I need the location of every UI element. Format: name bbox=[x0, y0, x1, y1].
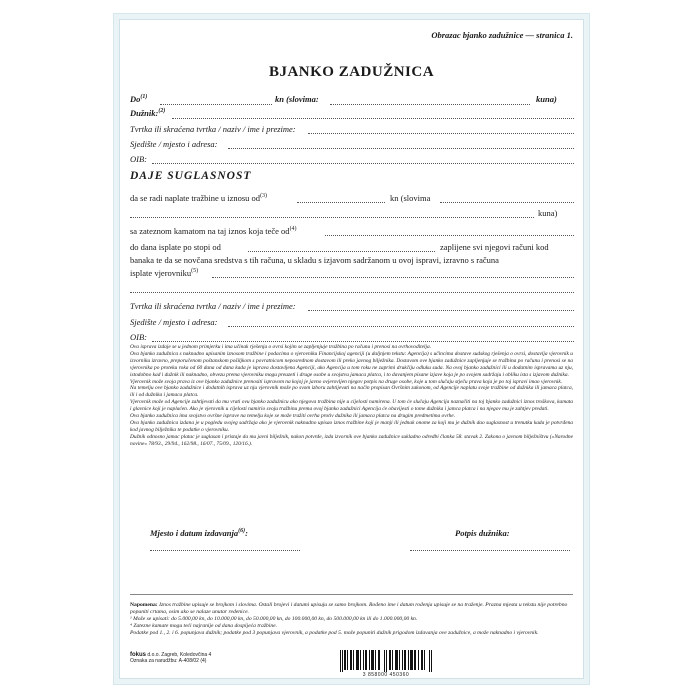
legal-paragraph: Ova bjanko zadužnica izdana je u pogledu svojeg sadržaja ako je vjerovnik naknadno upisao iznos tražbine koji je manji ili jednak onome za koji mu je dužnik dao suglasnost u trenutku kada je potvrđena kod javnog bilježnika te podatke o vjerovniku. bbox=[130, 419, 573, 433]
consent-kuna: kuna) bbox=[538, 208, 558, 218]
creditor-field-2[interactable] bbox=[130, 292, 574, 293]
creditor-oib-field[interactable] bbox=[152, 341, 574, 342]
claim-amount-words-field-2[interactable] bbox=[130, 217, 534, 218]
consent-heading: DAJE SUGLASNOST bbox=[130, 170, 252, 182]
oib-field[interactable] bbox=[152, 163, 574, 164]
footer bbox=[130, 652, 211, 664]
legal-paragraph: Na temelju ove bjanko zadužnice i dodatnih isprava uz nju vjerovnik može po svom izboru zahtijevati na način propisan Ovršnim zakonom, od Agencije naplatu svoje tražbine od dužnika ili jamaca platca, ili i od dužnika i jamaca platca. bbox=[130, 385, 573, 399]
sjediste-label: Sjedište / mjesto i adresa: bbox=[130, 139, 218, 149]
amount-field[interactable] bbox=[160, 104, 272, 105]
notes-line: Iznos tražbine upisuje se brojkom i slovima. Ostali brojevi i datumi upisuju se samo brojkom. Rođeno ime i datum rođenja upisuje se na traženje. Prazna mjesta u tekstu nije potrebno popuniti crtama, osim ako se nalaze unutar redenice. bbox=[130, 602, 568, 616]
signature-label: Potpis dužnika: bbox=[455, 528, 510, 538]
consent-line5: isplate vjerovniku$^{(5)}$ bbox=[130, 268, 199, 278]
claim-amount-field[interactable] bbox=[297, 202, 385, 203]
document-page bbox=[119, 19, 584, 679]
creditor-tvrtka-field[interactable] bbox=[308, 310, 574, 311]
consent-line3a: do dana isplate po stopi od bbox=[130, 242, 221, 252]
amount-words-field[interactable] bbox=[330, 104, 530, 105]
notes-heading: Napomena: bbox=[130, 602, 158, 608]
tvrtka-field[interactable] bbox=[308, 133, 574, 134]
creditor-sjediste-label: Sjedište / mjesto i adresa: bbox=[130, 317, 218, 327]
signature-field[interactable] bbox=[410, 550, 570, 551]
legal-text bbox=[130, 344, 573, 448]
brand-logo: fokus bbox=[130, 652, 147, 658]
consent-kn-slovima: kn (slovima bbox=[390, 193, 431, 203]
sjediste-field[interactable] bbox=[228, 148, 574, 149]
notes-line: ⁴ Zatezne kamate mogu teći najranije od dana dospijeća tražbine. bbox=[130, 623, 278, 630]
creditor-oib-label: OIB: bbox=[130, 332, 147, 342]
place-date-field[interactable] bbox=[150, 550, 300, 551]
barcode-icon bbox=[340, 650, 432, 672]
rate-field[interactable] bbox=[248, 251, 435, 252]
legal-paragraph: Dužnik odnosno jamac platac je suglasan i pristaje da mu javni bilježnik, nakon potvrde, izda izvornik ove bjanko zadužnice sukladno odredbi članka 58. stavak 2. Zakona o javnom bilježništvu (»Narodne novine« 78/93., 29/94., 162/98., 16/07., 75/09., 120/16.). bbox=[130, 433, 573, 447]
company-info: d.o.o. Zagreb, Koledovčina 4 bbox=[147, 652, 212, 658]
legal-paragraph: Ova bjanko zadužnica ima svojstvo ovršne isprave na temelju koje se može tražiti ovrha protiv dužnika ili jamaca platca na drugim predmetima ovrhe. bbox=[130, 413, 456, 420]
claim-amount-words-field-1[interactable] bbox=[440, 202, 574, 203]
barcode-number: 3 858000 450360 bbox=[362, 672, 410, 678]
place-date-label: Mjesto i datum izdavanja$^{(6)}$: bbox=[150, 528, 248, 538]
notes-line: ¹ Može se upisati: do 5.000,00 kn, do 10.000,00 kn, do 50.000,00 kn, do 100.000,00 kn, do 500.000,00 kn ili do 1.000.000,00 kn. bbox=[130, 616, 418, 623]
consent-line3b: zaplijene svi njegovi računi kod bbox=[440, 242, 549, 252]
do-label: Do$^{(1)}$ bbox=[130, 94, 148, 104]
notes bbox=[130, 602, 573, 637]
consent-line2: sa zateznom kamatom na taj iznos koja teče $od^{(4)}$ bbox=[130, 226, 297, 236]
legal-paragraph: Ova isprava izdaje se u jednom primjerku i ima učinak rješenja o ovrsi kojim se zapljenjuje tražbina po računu i prenosi na ovrhovoditelja. bbox=[130, 344, 432, 350]
legal-paragraph: Vjerovnik može svoja prava iz ove bjanko zadužnice prenositi ispravom na kojoj je javno ovjerovljen njegov potpis na druge osobe, koje u tom slučaju stječu prava koja je po toj ispravi imao vjerovnik. bbox=[130, 378, 563, 385]
duznik-field[interactable] bbox=[172, 118, 574, 119]
consent-line1: da se radi naplate tražbine u iznosu $od^{(3)}$ bbox=[130, 193, 268, 203]
document-title: BJANKO ZADUŽNICA bbox=[268, 64, 435, 80]
oib-label: OIB: bbox=[130, 154, 147, 164]
interest-from-field[interactable] bbox=[325, 235, 574, 236]
creditor-sjediste-field[interactable] bbox=[228, 326, 574, 327]
tvrtka-label: Tvrtka ili skraćena tvrtka / naziv / ime i prezime: bbox=[130, 124, 296, 134]
legal-paragraph: Vjerovnik može od Agencije zahtijevati da mu vrati ovu bjanko zadužnicu ako njegova tražbina nije u cijelosti namirena. U tom će slučaju Agencija naznačiti na toj bjanko zadužnici iznos troškova, kamata i glavnice koji je naplaćen. Ako je vjerovnik u cijelosti namirio svoju tražbinu prema ovoj bjanko zadužnici Agencija će obavijesti o tome dužnika i jamca platca i na njegov mu je zahtjev predati. bbox=[130, 399, 573, 413]
legal-paragraph: Ova bjanko zadužnica s naknadno upisanim iznosom tražbine i podacima o vjerovniku Financijskoj agenciji (u daljnjem tekstu: Agencija) s učincima dostave sudskog rješenja o ovrsi, dostavlja vjerovnik u izvorniku izravno, preporučenom poštanskom pošiljkom s povratnicom neposrednom dostavom ili preko javnog bilježnika. Dostavom ove bjanko zadužnice zapljenjuje se tražbina po računu i prenosi se na vjerovnika po proteku roka od 60 dana od dana kada je isprava dostavljena Agenciji, ako Agencija u tom roku ne zaprimi drukčiju odluku suda. Na ovoj bjanko zadužnici ili u dodatnim ispravama uz nju, istodobno kad i dužnik ili naknadno, obvezu prema vjerovniku mogu preuzeti i druge osobe u svojstvu jamaca platca, i to davanjem pisane izjave koja je po svojem sadržaju i obliku ista s izjavom dužnika. bbox=[130, 350, 573, 378]
kn-slovima-label: kn (slovima: bbox=[275, 94, 319, 104]
notes-divider bbox=[130, 594, 573, 595]
consent-line4: banaka te da se novčana sredstva s tih računa, u skladu s izjavom sadržanom u ovoj ispravi, izravno s računa bbox=[130, 255, 499, 265]
creditor-field-1[interactable] bbox=[212, 277, 574, 278]
duznik-label: Dužnik:$^{(2)}$ bbox=[130, 108, 166, 118]
creditor-tvrtka-label: Tvrtka ili skraćena tvrtka / naziv / ime i prezime: bbox=[130, 301, 296, 311]
order-code: Oznaka za narudžbu: A-408/02 (4) bbox=[130, 658, 207, 664]
notes-line: Podatke pod 1., 2. i 6. popunjava dužnik; podatke pod 3 popunjava vjerovnik, a podatke pod 5. može popuniti dužnik prigodom izdavanja ove zadužnice, a može naknadno i vjerovnik. bbox=[130, 630, 539, 637]
page-label: Obrazac bjanko zadužnice — stranica 1. bbox=[431, 30, 573, 40]
kuna-label: kuna) bbox=[536, 94, 557, 104]
